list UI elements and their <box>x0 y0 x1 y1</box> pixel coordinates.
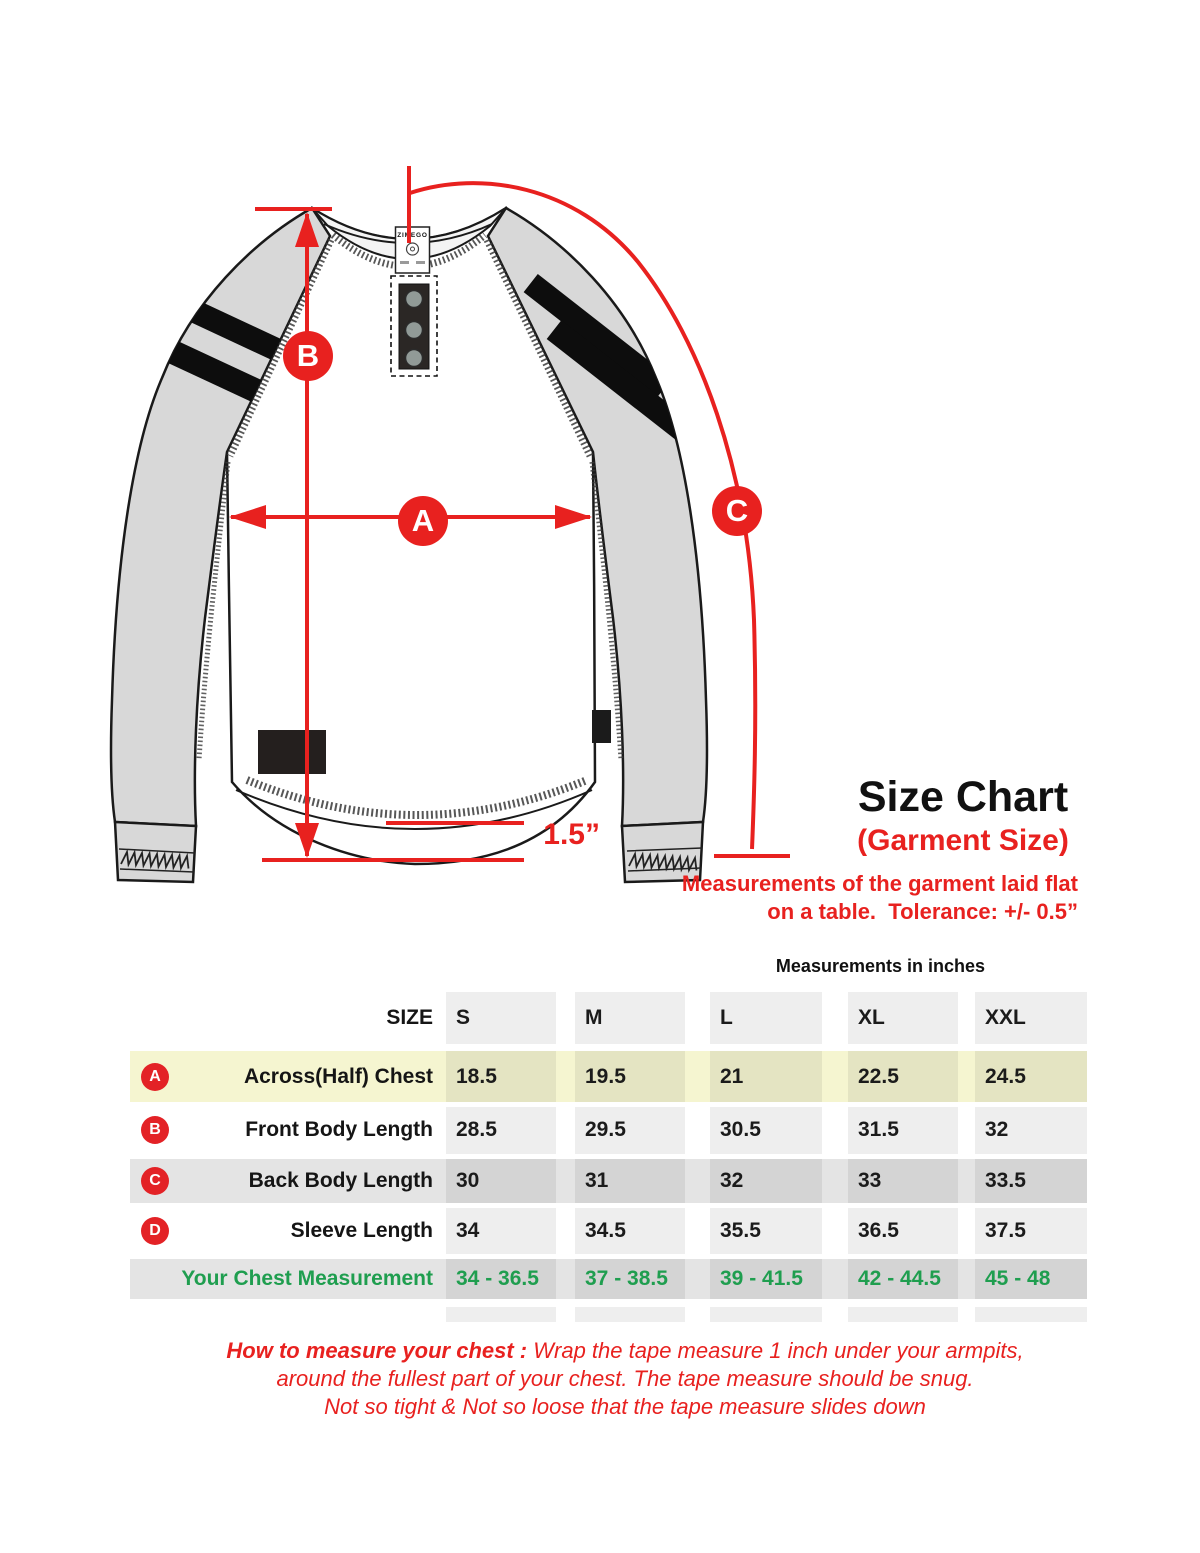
cell-value: 22.5 <box>858 1065 899 1088</box>
row-marker-d: D <box>141 1217 169 1245</box>
cell-value: 28.5 <box>456 1118 497 1141</box>
instruction-line-1 <box>150 1337 1100 1365</box>
cell-value: 30 <box>456 1169 480 1192</box>
page-title: Size Chart <box>857 773 1069 821</box>
cell-value: 24.5 <box>985 1065 1026 1088</box>
note-line-2: on a table. Tolerance: +/- 0.5” <box>767 899 1078 924</box>
row-marker-a: A <box>141 1063 169 1091</box>
note-line-1: Measurements of the garment laid flat <box>681 871 1078 896</box>
neck-label <box>396 227 430 273</box>
size-header-label: SIZE <box>386 1006 433 1029</box>
cell-value: 18.5 <box>456 1065 497 1088</box>
row-marker-c: C <box>141 1167 169 1195</box>
label-mark-right <box>416 261 425 264</box>
column-header-l: L <box>720 1006 733 1029</box>
row-separator <box>130 1203 1087 1208</box>
table-header-row <box>130 997 1087 1039</box>
row-separator <box>130 1102 1087 1107</box>
cell-value: 32 <box>720 1169 744 1192</box>
page-subtitle: (Garment Size) <box>857 824 1069 857</box>
cell-value: 31.5 <box>858 1118 899 1141</box>
row-marker-b: B <box>141 1116 169 1144</box>
cell-value: 34 <box>456 1219 480 1242</box>
cell-value: 33 <box>858 1169 882 1192</box>
chest-measurement-row <box>130 1258 1087 1300</box>
cell-value: 29.5 <box>585 1118 626 1141</box>
row-separator <box>130 1299 1087 1307</box>
measure-instructions <box>150 1337 1100 1421</box>
row-label: Back Body Length <box>248 1169 433 1192</box>
cell-value: 19.5 <box>585 1065 626 1088</box>
cell-value: 35.5 <box>720 1219 761 1242</box>
chest-row-label: Your Chest Measurement <box>181 1267 433 1290</box>
cell-value: 45 - 48 <box>985 1267 1051 1290</box>
cell-value: 31 <box>585 1169 609 1192</box>
column-header-xl: XL <box>858 1006 885 1029</box>
row-label: Front Body Length <box>245 1118 433 1141</box>
marker-c-circle: C <box>712 486 762 536</box>
instruction-line-2: around the fullest part of your chest. The tape measure should be snug. <box>276 1366 974 1391</box>
cell-value: 34.5 <box>585 1219 626 1242</box>
label-mark-left <box>400 261 409 264</box>
cell-value: 37 - 38.5 <box>585 1267 668 1290</box>
cell-value: 36.5 <box>858 1219 899 1242</box>
cell-value: 21 <box>720 1065 744 1088</box>
table-row <box>130 1109 1087 1151</box>
instruction-lead: How to measure your chest : <box>226 1338 534 1363</box>
title-block <box>788 773 1138 858</box>
row-label: Sleeve Length <box>290 1219 433 1242</box>
table-row <box>130 1160 1087 1202</box>
cell-value: 33.5 <box>985 1169 1026 1192</box>
cell-value: 42 - 44.5 <box>858 1267 941 1290</box>
chest-patch <box>258 730 326 774</box>
button-2 <box>406 322 423 339</box>
marker-a-circle: A <box>398 496 448 546</box>
measurement-note <box>578 870 1078 926</box>
marker-b-circle: B <box>283 331 333 381</box>
cell-value: 34 - 36.5 <box>456 1267 539 1290</box>
units-note: Measurements in inches <box>775 956 985 976</box>
table-row <box>130 1056 1087 1098</box>
instruction-line-1-rest: Wrap the tape measure 1 inch under your armpits, <box>533 1338 1024 1363</box>
neck-label-brand: ZIMEGO <box>397 232 428 239</box>
row-label: Across(Half) Chest <box>243 1065 433 1088</box>
hem-offset-note: 1.5” <box>543 818 600 851</box>
side-tag <box>592 710 611 743</box>
table-row <box>130 1210 1087 1252</box>
column-header-xxl: XXL <box>985 1006 1026 1029</box>
cell-value: 37.5 <box>985 1219 1026 1242</box>
cell-value: 39 - 41.5 <box>720 1267 803 1290</box>
row-separator <box>130 1044 1087 1051</box>
instruction-line-3: Not so tight & Not so loose that the tape measure slides down <box>324 1394 926 1419</box>
cell-value: 30.5 <box>720 1118 761 1141</box>
column-header-s: S <box>456 1006 471 1029</box>
column-header-m: M <box>585 1006 603 1029</box>
cell-value: 32 <box>985 1118 1009 1141</box>
button-3 <box>406 350 423 367</box>
button-1 <box>406 291 423 308</box>
row-separator <box>130 1154 1087 1159</box>
